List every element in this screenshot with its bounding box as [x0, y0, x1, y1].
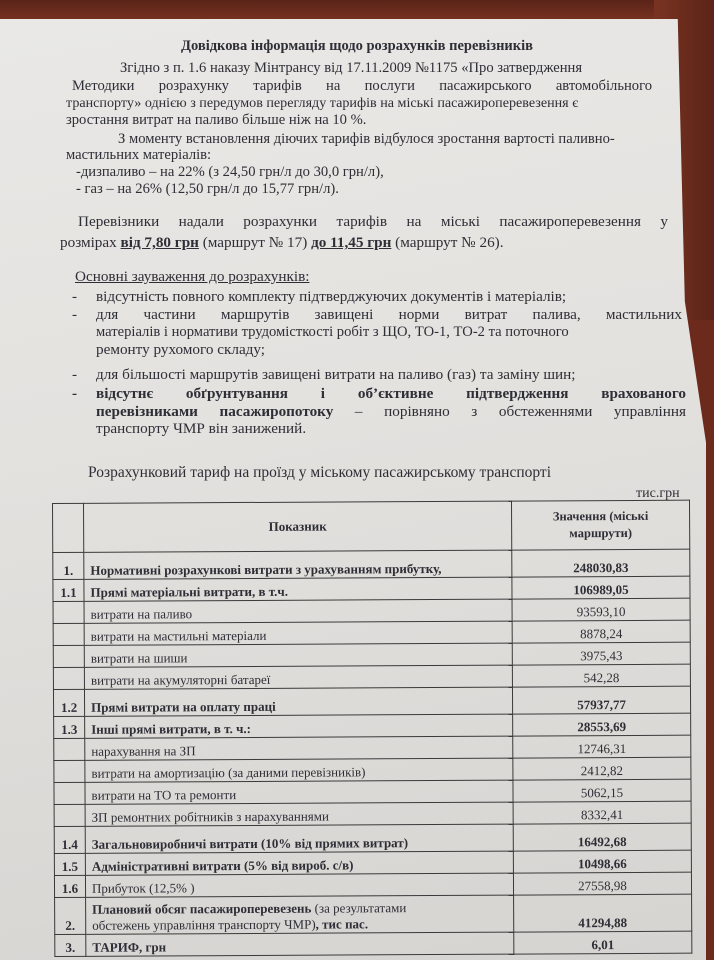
row-num: 2.	[55, 897, 86, 934]
row-num: 1.1	[53, 579, 84, 601]
remark-4-emphasis: перевізниками пасажиропотоку	[96, 402, 334, 420]
remark-item-4	[72, 385, 687, 438]
bullet-dash: -	[72, 366, 78, 383]
row-num: 1.3	[54, 716, 85, 738]
row-num: 1.6	[54, 875, 85, 897]
row-value: 8878,24	[512, 620, 690, 643]
table-row	[55, 894, 692, 934]
tariff-min-value: від 7,80 грн	[120, 234, 199, 251]
row-value: 93593,10	[512, 598, 690, 621]
remark-1-line-1: відсутність повного комплекту підтверджуючих документів і матеріалів;	[96, 288, 567, 305]
para3-line1: Перевізники надали розрахунки тарифів на міські пасажироперевезення у	[78, 213, 668, 230]
table-row	[53, 642, 690, 667]
remark-4-rest: – порівняно з обстеженнями управління	[333, 402, 687, 420]
table-row	[53, 620, 690, 645]
row-name: ЗП ремонтних робітників з нарахуваннями	[85, 802, 513, 826]
row-value: 16492,68	[513, 823, 691, 851]
table-row	[54, 850, 691, 875]
remark-2-line-2: матеріалів і нормативи трудомісткості робіт з ЩО, ТО-1, ТО-2 та поточного	[96, 323, 569, 340]
row-name: витрати на акумуляторні батареї	[84, 665, 512, 689]
remark-4-line-1: відсутнє обґрунтування і об’єктивне підтвердження врахованого	[96, 385, 686, 402]
row-name: Прямі матеріальні витрати, в т.ч.	[84, 577, 512, 601]
row-value: 5062,15	[513, 779, 691, 802]
row-num: 1.	[53, 552, 84, 579]
row-value: 12746,31	[513, 735, 691, 758]
document-title: Довідкова інформація щодо розрахунків перевізників	[181, 38, 533, 54]
row-value: 57937,77	[512, 686, 690, 714]
table-header-row	[53, 500, 690, 552]
row-value: 28553,69	[513, 713, 691, 736]
table-row	[54, 872, 691, 897]
table-units: тис.грн	[636, 486, 680, 501]
para2-line2: мастильних матеріалів:	[66, 147, 212, 163]
para1-line4: зростання витрат на паливо більше ніж на 10 %.	[66, 112, 367, 128]
table-row	[53, 686, 690, 716]
row-num	[53, 667, 84, 689]
row-num	[53, 645, 84, 667]
row-value: 106989,05	[512, 576, 690, 599]
row-name: витрати на паливо	[84, 599, 512, 623]
table-caption: Розрахунковий тариф на проїзд у міському пасажирському транспорті	[88, 464, 551, 481]
row-name: нарахування на ЗП	[85, 736, 513, 760]
row-num	[54, 738, 85, 760]
row-num	[54, 804, 85, 826]
row-name: витрати на ТО та ремонти	[85, 780, 513, 804]
remark-item-3	[72, 366, 576, 384]
remark-4-line-3: транспорту ЧМР він занижений.	[96, 420, 307, 437]
row-value: 6,01	[514, 931, 692, 954]
table-row	[53, 664, 690, 689]
row-num: 3.	[55, 934, 86, 956]
table-row	[55, 931, 692, 956]
table-row	[53, 598, 690, 623]
bullet-dash: -	[72, 385, 78, 402]
row-num	[54, 760, 85, 782]
row-name-plain: (за результатами	[311, 900, 407, 916]
remark-4-line-2	[96, 403, 686, 421]
row-name-bold2: , тис пас.	[315, 916, 369, 932]
row-name: ТАРИФ, грн	[86, 932, 514, 956]
header-value	[511, 500, 689, 550]
tariff-table	[52, 500, 692, 957]
row-num	[53, 601, 84, 623]
row-name: Загальновиробничі витрати (10% від прямих витрат)	[85, 824, 513, 853]
row-name-plain2: обстежень управління транспорту ЧМР)	[92, 916, 316, 933]
bullet-dash: -	[72, 306, 78, 323]
fuel-diesel-line: -дизпаливо – на 22% (з 24,50 грн/л до 30,0 грн/л),	[76, 164, 384, 180]
table-row	[54, 713, 691, 738]
row-value: 27558,98	[513, 872, 691, 895]
header-num-cell	[53, 503, 84, 552]
para2-line1: З моменту встановлення діючих тарифів відбулося зростання вартості паливно-	[118, 131, 615, 147]
row-num: 1.4	[54, 826, 85, 853]
table-row	[54, 779, 691, 804]
remark-item-1	[72, 288, 567, 306]
table-row	[53, 576, 690, 601]
row-value: 8332,41	[513, 801, 691, 824]
row-value: 2412,82	[513, 757, 691, 780]
para1-line1: Згідно з п. 1.6 наказу Мінтрансу від 17.11.2009 №1175 «Про затвердження	[120, 60, 583, 76]
para1-line2: Методики розрахунку тарифів на послуги пасажирського автомобільного	[72, 78, 652, 94]
row-name: Нормативні розрахункові витрати з урахуванням прибутку,	[84, 550, 512, 579]
row-value: 10498,66	[513, 850, 691, 873]
tariff-max-value: до 11,45 грн	[311, 234, 392, 251]
para3-prefix: розмірах	[60, 234, 121, 251]
row-value: 248030,83	[512, 549, 690, 577]
row-num: 1.2	[53, 689, 84, 716]
table-row	[54, 801, 691, 826]
remark-item-2	[72, 306, 682, 359]
row-name: Адміністративні витрати (5% від вироб. с/в)	[85, 851, 513, 875]
remark-2-line-3: ремонту рухомого складу;	[96, 341, 266, 358]
table-row	[53, 549, 690, 579]
tariff-min-route: (маршрут № 17)	[198, 234, 312, 251]
remarks-heading: Основні зауваження до розрахунків:	[75, 268, 310, 285]
header-value-line2: маршрути)	[569, 525, 633, 541]
table-row	[54, 823, 691, 853]
row-num	[54, 782, 85, 804]
row-value: 542,28	[512, 664, 690, 687]
row-name: витрати на шиши	[84, 643, 512, 667]
row-name	[86, 895, 514, 934]
row-num: 1.5	[54, 853, 85, 875]
tariff-max-route: (маршрут № 26).	[391, 234, 504, 251]
row-value: 41294,88	[514, 894, 692, 932]
remark-2-line-1: для частини маршрутів завищені норми витрат палива, мастильних	[96, 306, 682, 323]
row-name-bold: Плановий обсяг пасажироперевезень	[92, 900, 312, 917]
row-name: Прибуток (12,5% )	[85, 873, 513, 897]
row-value: 3975,43	[512, 642, 690, 665]
para1-line3: транспорту» однією з передумов перегляду тарифів на міські пасажироперевезення є	[66, 95, 579, 111]
bullet-dash: -	[72, 288, 78, 305]
fuel-gas-line: - газ – на 26% (12,50 грн/л до 15,77 грн/л).	[76, 181, 339, 197]
desk-surface-top	[0, 0, 714, 22]
row-name: Інші прямі витрати, в т. ч.:	[85, 714, 513, 738]
remark-3-line-1: для більшості маршрутів завищені витрати на паливо (газ) та заміну шин;	[96, 366, 576, 383]
table-row	[54, 757, 691, 782]
row-num	[53, 623, 84, 645]
header-indicator: Показник	[84, 501, 512, 552]
row-name: витрати на мастильні матеріали	[84, 621, 512, 645]
para3-line2	[60, 234, 504, 251]
table-row	[54, 735, 691, 760]
header-value-line1: Значення (міські	[552, 508, 649, 524]
row-name: витрати на амортизацію (за даними перевізників)	[85, 758, 513, 782]
row-name: Прямі витрати на оплату праці	[84, 687, 512, 716]
